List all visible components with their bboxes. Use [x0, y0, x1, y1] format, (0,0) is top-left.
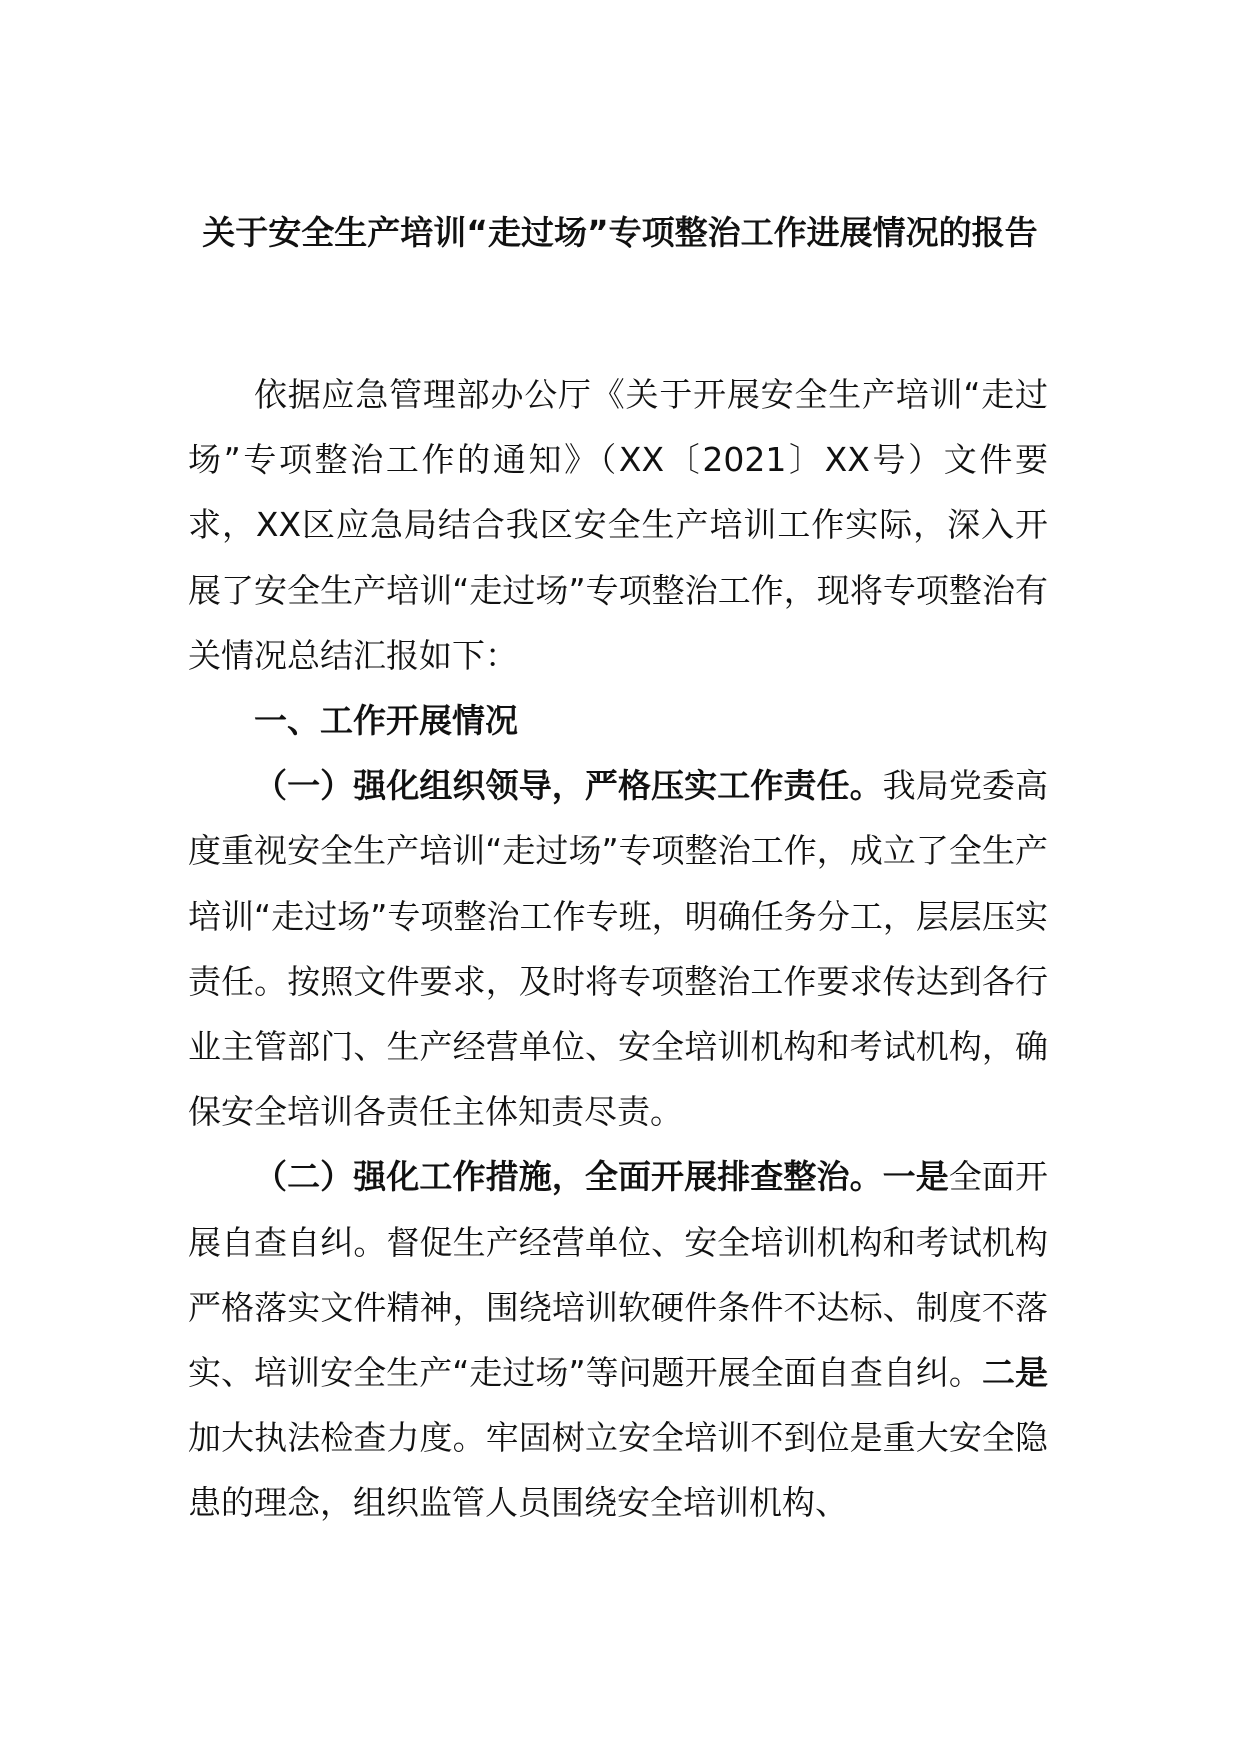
document-title: 关于安全生产培训“走过场”专项整治工作进展情况的报告	[202, 213, 1038, 252]
point-2-text: 加大执法检查力度。牢固树立安全培训不到位是重大安全隐患的理念，组织监管人员围绕安全培训机构、	[188, 1418, 1048, 1523]
subsection-1-heading: （一）强化组织领导，严格压实工作责任。	[254, 766, 883, 806]
subsection-2-heading: （二）强化工作措施，全面开展排查整治。	[254, 1157, 883, 1197]
intro-paragraph: 依据应急管理部办公厅《关于开展安全生产培训“走过场”专项整治工作的通知》（XX〔2021〕XX号）文件要求，XX区应急局结合我区安全生产培训工作实际，深入开展了安全生产培训“走过场”专项整治工作，现将专项整治有关情况总结汇报如下：	[188, 375, 1048, 675]
subsection-1-text: 我局党委高度重视安全生产培训“走过场”专项整治工作，成立了全生产培训“走过场”专项整治工作专班，明确任务分工，层层压实责任。按照文件要求，及时将专项整治工作要求传达到各行业主管部门、生产经营单位、安全培训机构和考试机构，确保安全培训各责任主体知责尽责。	[188, 766, 1049, 1132]
document-body	[188, 362, 1048, 1536]
subsection-1-paragraph	[188, 753, 1048, 1144]
subsection-2-paragraph	[188, 1144, 1048, 1535]
point-1-text: 全面开展自查自纠。督促生产经营单位、安全培训机构和考试机构严格落实文件精神，围绕培训软硬件条件不达标、制度不落实、培训安全生产“走过场”等问题开展全面自查自纠。	[188, 1157, 1049, 1393]
point-2-label: 二是	[981, 1353, 1048, 1393]
section-heading-work-progress: 一、工作开展情况	[254, 701, 518, 741]
point-1-label: 一是	[882, 1157, 949, 1197]
